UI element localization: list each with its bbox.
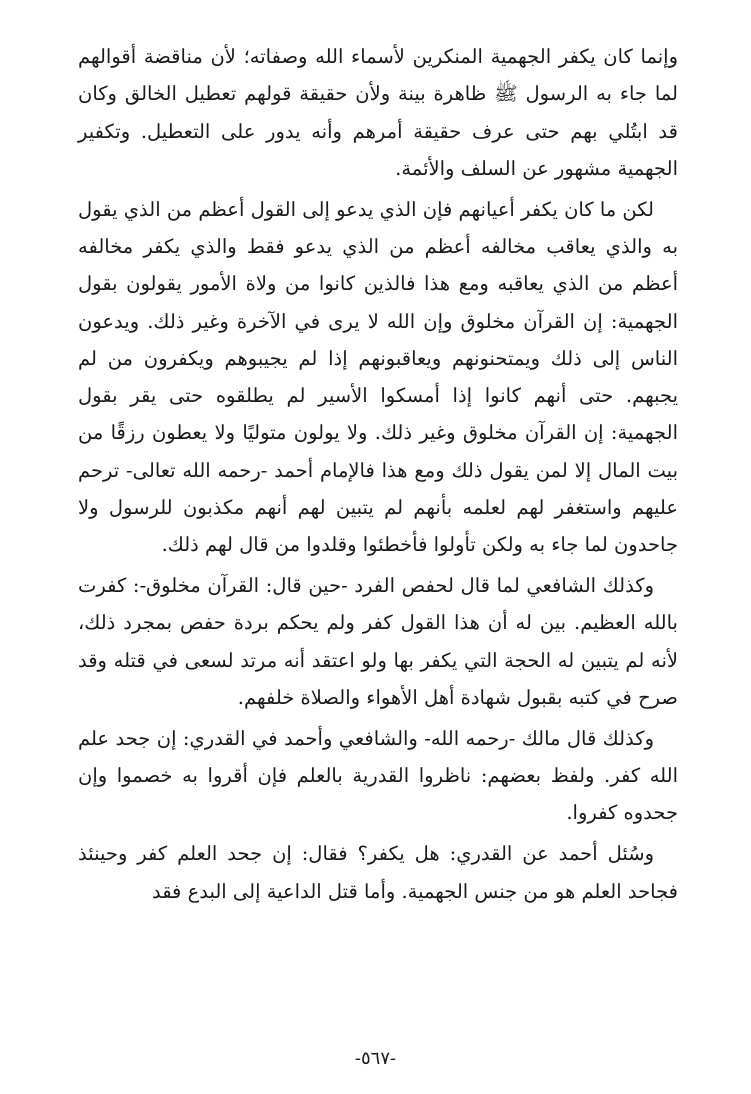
paragraph-2: لكن ما كان يكفر أعيانهم فإن الذي يدعو إلى القول أعظم من الذي يقول به والذي يعاقب مخالفه أعظم من الذي يدعو فقط والذي يكفر مخالفه أعظم من الذي يعاقبه ومع هذا فالذين كانوا من ولاة الأمور يقولون بقول الجهمية: إن القرآن مخلوق وإن الله لا يرى في الآخرة وغير ذلك. ويدعون الناس إلى ذلك ويمتحنونهم ويعاقبونهم إذا لم يجيبوهم ويكفرون من لم يجبهم. حتى أنهم كانوا إذا أمسكوا الأسير لم يطلقوه حتى يقر بقول الجهمية: إن القرآن مخلوق وغير ذلك. ولا يولون متوليًا ولا يعطون رزقًا من بيت المال إلا لمن يقول ذلك ومع هذا فالإمام أحمد -رحمه الله تعالى- ترحم عليهم واستغفر لهم لعلمه بأنهم لم يتبين لهم أنهم مكذبون للرسول ولا جاحدون لما جاء به ولكن تأولوا فأخطئوا وقلدوا من قال لهم ذلك. [78, 197, 678, 557]
paragraph-5: وسُئل أحمد عن القدري: هل يكفر؟ فقال: إن جحد العلم كفر وحينئذ فجاحد العلم هو من جنس الجهمية. وأما قتل الداعية إلى البدع فقد [78, 842, 678, 903]
paragraph-3: وكذلك الشافعي لما قال لحفص الفرد -حين قال: القرآن مخلوق-: كفرت بالله العظيم. بين له أن هذا القول كفر ولم يحكم بردة حفص بمجرد ذلك، لأنه لم يتبين له الحجة التي يكفر بها ولو اعتقد أنه مرتد لسعى في قتله وقد صرح في كتبه بقبول شهادة أهل الأهواء والصلاة خلفهم. [78, 574, 678, 710]
paragraph-1: وإنما كان يكفر الجهمية المنكرين لأسماء الله وصفاته؛ لأن مناقضة أقوالهم لما جاء به الرسول ﷺ ظاهرة بينة ولأن حقيقة قولهم تعطيل الخالق وكان قد ابتُلي بهم حتى عرف حقيقة أمرهم وأنه يدور على التعطيل. وتكفير الجهمية مشهور عن السلف والأئمة. [78, 45, 678, 180]
paragraph-4: وكذلك قال مالك -رحمه الله- والشافعي وأحمد في القدري: إن جحد علم الله كفر. ولفظ بعضهم: ناظروا القدرية بالعلم فإن أقروا به خصموا وإن جحدوه كفروا. [78, 726, 678, 825]
body-text [78, 38, 678, 913]
page-number: -٥٦٧- [354, 1048, 397, 1069]
